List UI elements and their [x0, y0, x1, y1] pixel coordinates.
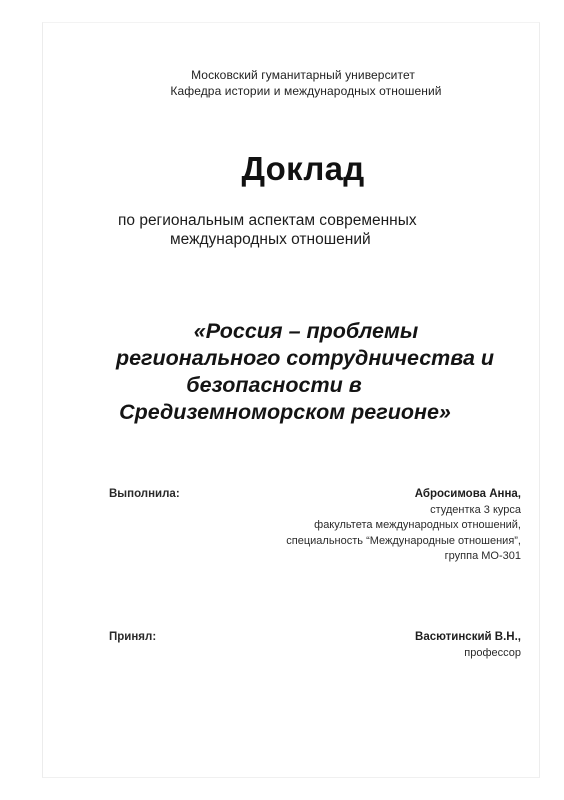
performer-label: Выполнила: — [109, 488, 180, 500]
performer-group: группа МО-301 — [444, 550, 521, 562]
subtitle-line-2: международных отношений — [170, 231, 371, 248]
topic-line-2: регионального сотрудничества и — [115, 346, 495, 370]
institution-header — [0, 67, 564, 99]
reviewer-title: профессор — [464, 646, 521, 659]
reviewer-signature-block — [415, 630, 521, 661]
report-topic — [42, 318, 540, 426]
topic-line-4: Средиземноморском регионе» — [119, 400, 451, 424]
department-name: Кафедра истории и международных отношений — [170, 84, 442, 98]
reviewer-label: Принял: — [109, 631, 157, 643]
performer-faculty: факультета международных отношений, — [314, 519, 521, 531]
subtitle-line-1: по региональным аспектам современных — [118, 212, 417, 229]
topic-line-3: безопасности в — [186, 373, 362, 397]
document-title: Доклад — [241, 150, 365, 187]
performer-course: студентка 3 курса — [430, 503, 521, 516]
university-name: Московский гуманитарный университет — [191, 68, 415, 82]
performer-speciality: специальность “Международные отношения”, — [286, 534, 521, 547]
reviewer-name: Васютинский В.Н., — [415, 631, 521, 643]
performer-name: Абросимова Анна, — [414, 488, 521, 500]
topic-line-1: «Россия – проблемы — [193, 319, 419, 343]
document-subtitle — [96, 211, 536, 249]
performer-signature-block — [286, 487, 521, 565]
